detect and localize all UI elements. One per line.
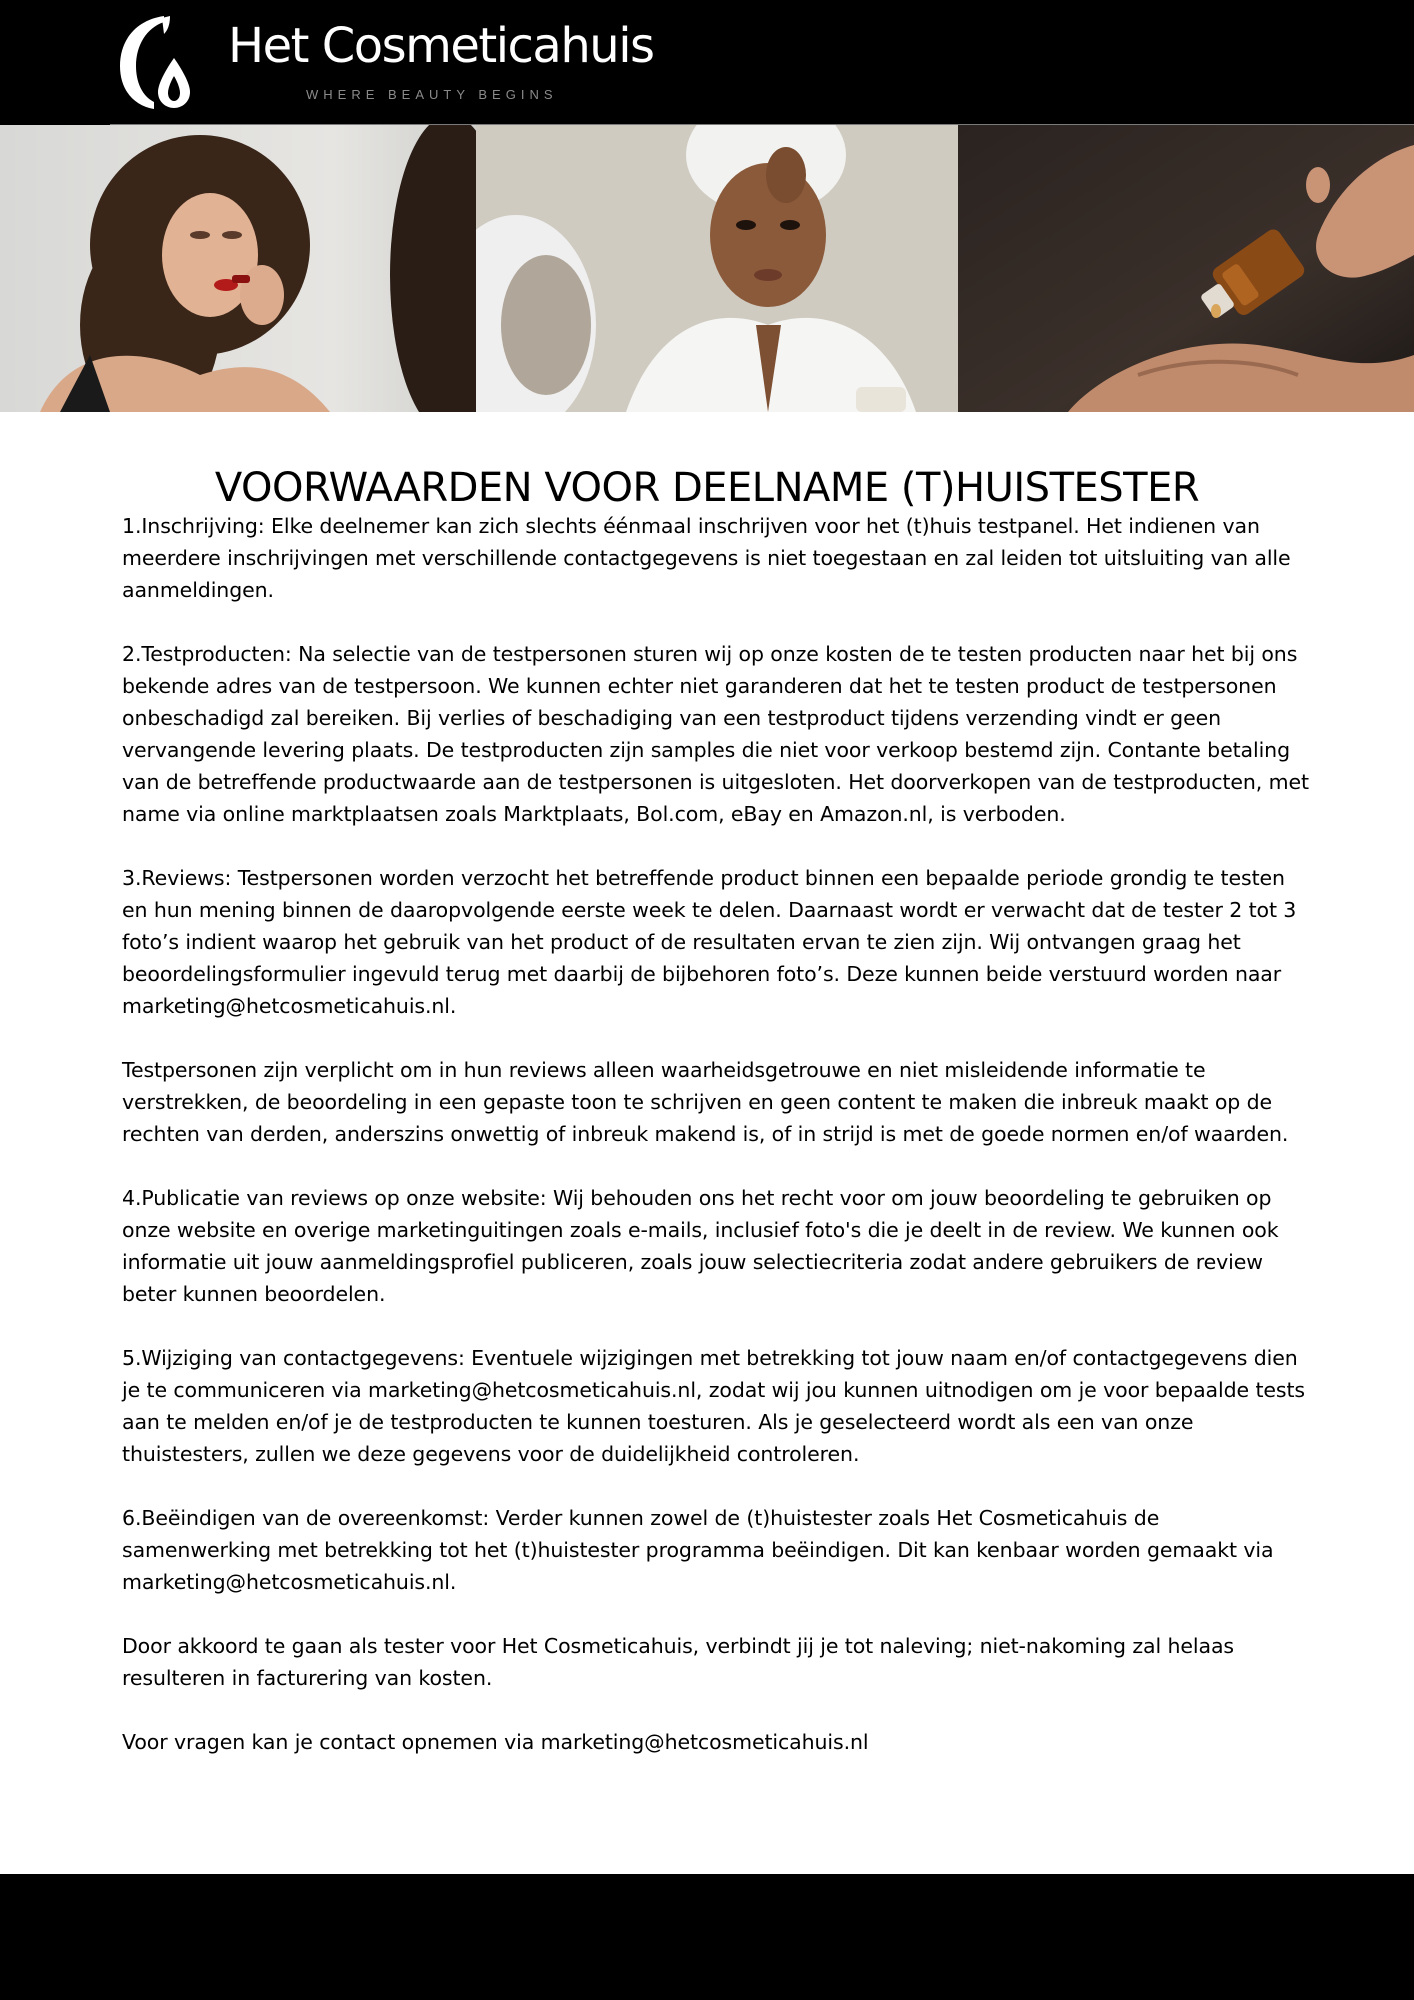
paragraph-agreement: Door akkoord te gaan als tester voor Het Cosmeticahuis, verbindt jij je tot naleving; niet-nakoming zal helaas resulteren in facturering van kosten. xyxy=(122,1634,1235,1690)
paragraph-publication: 4.Publicatie van reviews op onze website: Wij behouden ons het recht voor om jouw beoordeling te gebruiken op onze website en overige marketinguitingen zoals e-mails, inclusief foto's die je deelt in de review. We kunnen ook informatie uit jouw aanmeldingsprofiel publiceren, zoals jouw selectiecriteria zodat andere gebruikers de review beter kunnen beoordelen. xyxy=(122,1186,1279,1306)
tagline: WHERE BEAUTY BEGINS xyxy=(306,87,558,102)
droplet-c-logo-icon xyxy=(118,14,202,110)
paragraph-test-products: 2.Testproducten: Na selectie van de testpersonen sturen wij op onze kosten de te testen producten naar het bij ons bekende adres van de testpersoon. We kunnen echter niet garanderen dat het te testen product de testpersonen onbeschadigd zal bereiken. Bij verlies of beschadiging van een testproduct tijdens verzending vindt er geen vervangende levering plaats. De testproducten zijn samples die niet voor verkoop bestemd zijn. Contante betaling van de betreffende productwaarde aan de testpersonen is uitgesloten. Het doorverkopen van de testproducten, met name via online marktplaatsen zoals Marktplaats, Bol.com, eBay en Amazon.nl, is verboden. xyxy=(122,642,1309,826)
woman-applying-lipstick-photo xyxy=(0,125,476,412)
terms-body xyxy=(122,510,1312,1790)
page-title: VOORWAARDEN VOOR DEELNAME (T)HUISTESTER xyxy=(214,464,1200,511)
paragraph-termination: 6.Beëindigen van de overeenkomst: Verder kunnen zowel de (t)huistester zoals Het Cosmeticahuis de samenwerking met betrekking tot het (t)huistester programma beëindigen. Dit kan kenbaar worden gemaakt via marketing@hetcosmeticahuis.nl. xyxy=(122,1506,1274,1594)
hero-photo-strip xyxy=(0,125,1414,412)
woman-in-bathrobe-skincare-photo xyxy=(476,125,958,412)
paragraph-review-obligations: Testpersonen zijn verplicht om in hun reviews alleen waarheidsgetrouwe en niet misleidende informatie te verstrekken, de beoordeling in een gepaste toon te schrijven en geen content te maken die inbreuk maakt op de rechten van derden, anderszins onwettig of inbreuk makend is, of in strijd is met de goede normen en/of waarden. xyxy=(122,1058,1289,1146)
site-footer xyxy=(0,1874,1414,2000)
site-header xyxy=(0,0,1414,125)
paragraph-contact: Voor vragen kan je contact opnemen via marketing@hetcosmeticahuis.nl xyxy=(122,1730,869,1754)
hands-with-serum-dropper-bottle-photo xyxy=(958,125,1414,412)
paragraph-registration: 1.Inschrijving: Elke deelnemer kan zich slechts éénmaal inschrijven voor het (t)huis testpanel. Het indienen van meerdere inschrijvingen met verschillende contactgegevens is niet toegestaan en zal leiden tot uitsluiting van alle aanmeldingen. xyxy=(122,514,1291,602)
paragraph-contact-changes: 5.Wijziging van contactgegevens: Eventuele wijzigingen met betrekking tot jouw naam en/of contactgegevens dien je te communiceren via marketing@hetcosmeticahuis.nl, zodat wij jou kunnen uitnodigen om je voor bepaalde tests aan te melden en/of je de testproducten te kunnen toesturen. Als je geselecteerd wordt als een van onze thuistesters, zullen we deze gegevens voor de duidelijkheid controleren. xyxy=(122,1346,1306,1466)
brand-name: Het Cosmeticahuis xyxy=(228,18,654,74)
paragraph-reviews: 3.Reviews: Testpersonen worden verzocht het betreffende product binnen een bepaalde periode grondig te testen en hun mening binnen de daaropvolgende eerste week te delen. Daarnaast wordt er verwacht dat de tester 2 tot 3 foto’s indient waarop het gebruik van het product of de resultaten ervan te zien zijn. Wij ontvangen graag het beoordelingsformulier ingevuld terug met daarbij de bijbehoren foto’s. Deze kunnen beide verstuurd worden naar marketing@hetcosmeticahuis.nl. xyxy=(122,866,1297,1018)
